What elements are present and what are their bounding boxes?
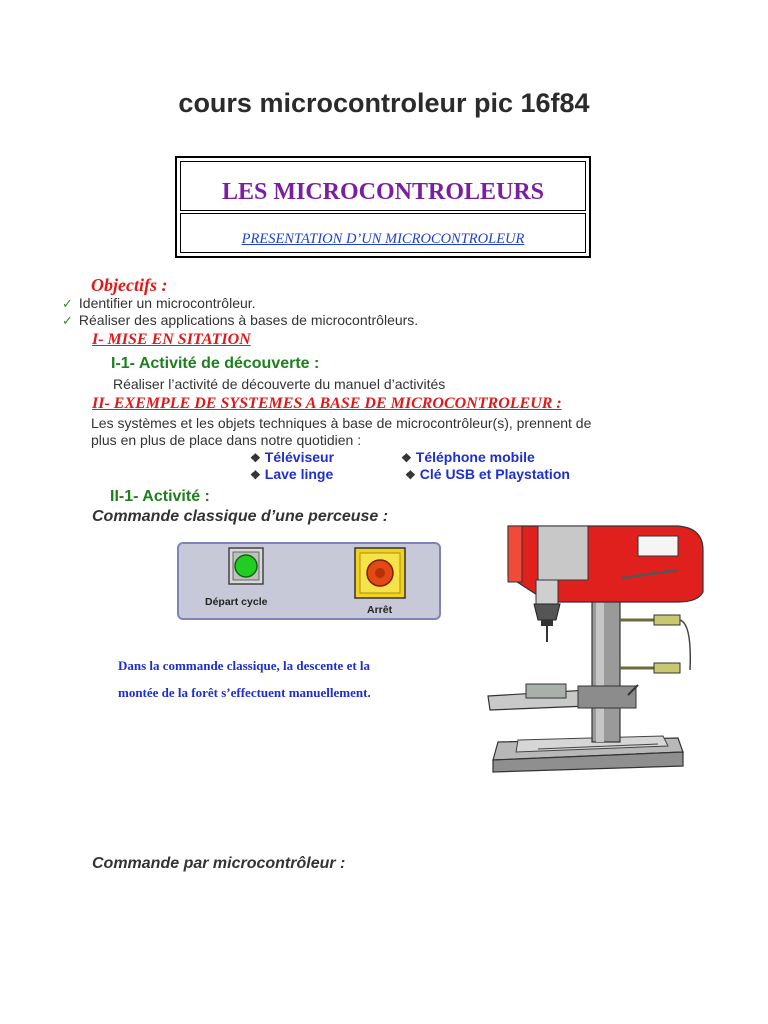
example-item: ❖ Téléviseur [250, 449, 335, 465]
stop-label: Arrêt [367, 604, 393, 616]
diamond-bullet-icon: ❖ [250, 451, 261, 465]
main-heading: LES MICROCONTROLEURS [221, 179, 545, 205]
section1-subheading: I-1- Activité de découverte : [111, 355, 320, 372]
section1-heading: I- MISE EN SITATION [92, 331, 251, 348]
sub-heading: PRESENTATION D’UN MICROCONTROLEUR [241, 231, 525, 247]
start-label: Départ cycle [205, 596, 268, 608]
microcontroller-command-heading: Commande par microcontrôleur : [92, 855, 346, 872]
diamond-bullet-icon: ❖ [405, 468, 416, 482]
drill-press-illustration [478, 520, 718, 775]
diamond-bullet-icon: ❖ [401, 451, 412, 465]
start-button-icon [235, 555, 257, 577]
example-item: ❖ Clé USB et Playstation [405, 466, 570, 482]
example-item: ❖ Lave linge [250, 466, 334, 482]
classic-command-heading: Commande classique d’une perceuse : [92, 508, 389, 525]
section2-heading: II- EXEMPLE DE SYSTEMES A BASE DE MICROCONTROLEUR : [92, 395, 562, 412]
checkmark-icon: ✓ [62, 313, 73, 328]
classic-command-caption: Dans la commande classique, la descente et la montée de la forêt s’effectuent manuellement. [118, 658, 371, 700]
checkmark-icon: ✓ [62, 296, 73, 311]
objective-item: ✓ Identifier un microcontrôleur. [62, 295, 256, 311]
section1-text: Réaliser l’activité de découverte du manuel d’activités [113, 376, 446, 392]
diamond-bullet-icon: ❖ [250, 468, 261, 482]
page-title: cours microcontroleur pic 16f84 [178, 88, 590, 118]
section2-text-line2: plus en plus de place dans notre quotidien : [91, 432, 362, 448]
control-panel-illustration [177, 542, 441, 620]
objectives-heading: Objectifs : [91, 275, 168, 295]
section2-text-line1: Les systèmes et les objets techniques à base de microcontrôleur(s), prennent de [91, 415, 592, 431]
example-item: ❖ Téléphone mobile [401, 449, 535, 465]
activity-heading: II-1- Activité : [110, 488, 210, 505]
objective-item: ✓ Réaliser des applications à bases de microcontrôleurs. [62, 312, 419, 328]
